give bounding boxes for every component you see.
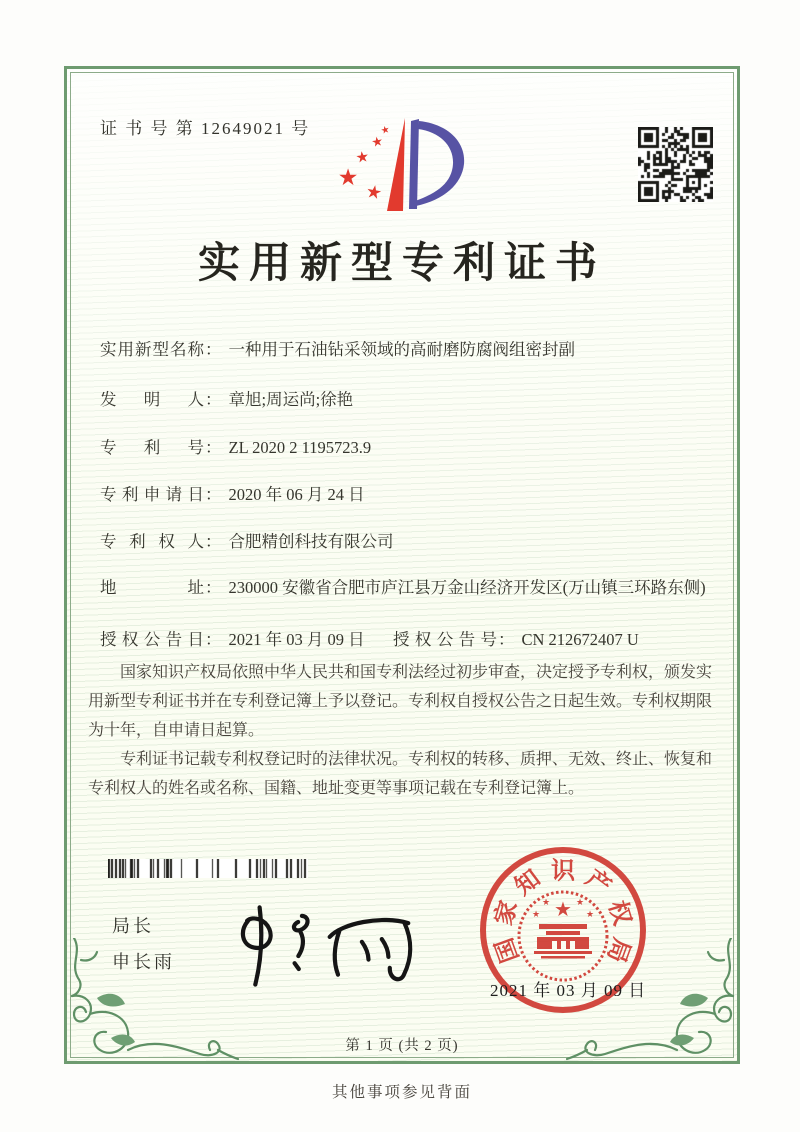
field-colon: ： (498, 630, 515, 649)
field-label: 地址 (100, 578, 204, 597)
field-colon: ： (205, 630, 222, 649)
legal-paragraph-2: 专利证书记载专利权登记时的法律状况。专利权的转移、质押、无效、终止、恢复和专利权人的姓名或名称、国籍、地址变更等事项记载在专利登记簿上。 (88, 751, 713, 797)
signer-name: 申长雨 (112, 952, 175, 972)
field-row-grant-no (393, 628, 639, 652)
cnipa-logo-icon (330, 108, 480, 230)
svg-text:★: ★ (379, 124, 392, 137)
svg-text:★: ★ (541, 897, 551, 907)
page-number: 第 1 页 (共 2 页) (345, 1038, 459, 1054)
svg-text:★: ★ (354, 149, 371, 167)
svg-text:★: ★ (531, 909, 541, 919)
field-colon: ： (205, 532, 222, 551)
svg-text:★: ★ (575, 897, 585, 907)
field-colon: ： (205, 340, 222, 359)
field-label: 专利权人 (100, 532, 204, 551)
svg-text:权: 权 (603, 897, 635, 929)
legal-text (88, 658, 712, 803)
document-title: 实用新型专利证书 (197, 241, 606, 287)
qr-code (638, 127, 713, 202)
corner-flourish-left-icon (67, 938, 239, 1062)
field-colon: ： (205, 390, 222, 409)
certificate-number: 证 书 号 第 12649021 号 (100, 119, 311, 138)
field-value: 合肥精创科技有限公司 (228, 532, 394, 551)
field-label: 授权公告号 (393, 630, 497, 649)
svg-text:局: 局 (601, 934, 635, 966)
svg-text:★: ★ (554, 899, 572, 921)
field-label: 专利号 (100, 438, 204, 457)
svg-text:家: 家 (491, 897, 523, 929)
svg-text:★: ★ (364, 180, 384, 204)
field-value: ZL 2020 2 1195723.9 (228, 438, 372, 457)
svg-text:国: 国 (491, 934, 525, 966)
field-label: 专利申请日 (100, 485, 204, 504)
svg-text:知: 知 (510, 865, 546, 901)
field-value: CN 212672407 U (521, 630, 639, 649)
field-row-patentee (100, 530, 394, 554)
signer-title: 局长 (112, 916, 154, 936)
field-row-name (100, 338, 575, 362)
field-colon: ： (205, 578, 222, 597)
svg-text:★: ★ (370, 133, 385, 150)
field-label: 发明人 (100, 390, 204, 409)
field-value: 2021 年 03 月 09 日 (228, 630, 365, 649)
field-label: 实用新型名称 (100, 340, 204, 359)
legal-paragraph-1: 国家知识产权局依照中华人民共和国专利法经过初步审查，决定授予专利权，颁发实用新型专利证书并在专利登记簿上予以登记。专利权自授权公告之日起生效。专利权期限为十年，自申请日起算。 (88, 664, 713, 739)
field-colon: ： (205, 485, 222, 504)
director-signature (233, 900, 423, 992)
field-value: 一种用于石油钻采领域的高耐磨防腐阀组密封副 (228, 340, 575, 359)
field-row-address (100, 576, 707, 600)
field-row-grant-date (100, 628, 365, 652)
field-value: 230000 安徽省合肥市庐江县万金山经济开发区(万山镇三环路东侧) (228, 578, 706, 597)
field-value: 2020 年 06 月 24 日 (228, 485, 365, 504)
field-value: 章旭;周运尚;徐艳 (228, 390, 354, 409)
svg-text:★: ★ (337, 165, 359, 190)
back-side-note: 其他事项参见背面 (331, 1084, 472, 1101)
field-label: 授权公告日 (100, 630, 204, 649)
field-row-filing-date (100, 483, 365, 507)
field-colon: ： (205, 438, 222, 457)
field-row-inventor (100, 388, 353, 412)
barcode (108, 859, 308, 878)
svg-text:识: 识 (551, 858, 575, 885)
svg-text:★: ★ (585, 909, 595, 919)
seal-date: 2021 年 03 月 09 日 (490, 981, 647, 1000)
svg-text:产: 产 (580, 865, 616, 901)
field-row-patent-no (100, 436, 371, 460)
